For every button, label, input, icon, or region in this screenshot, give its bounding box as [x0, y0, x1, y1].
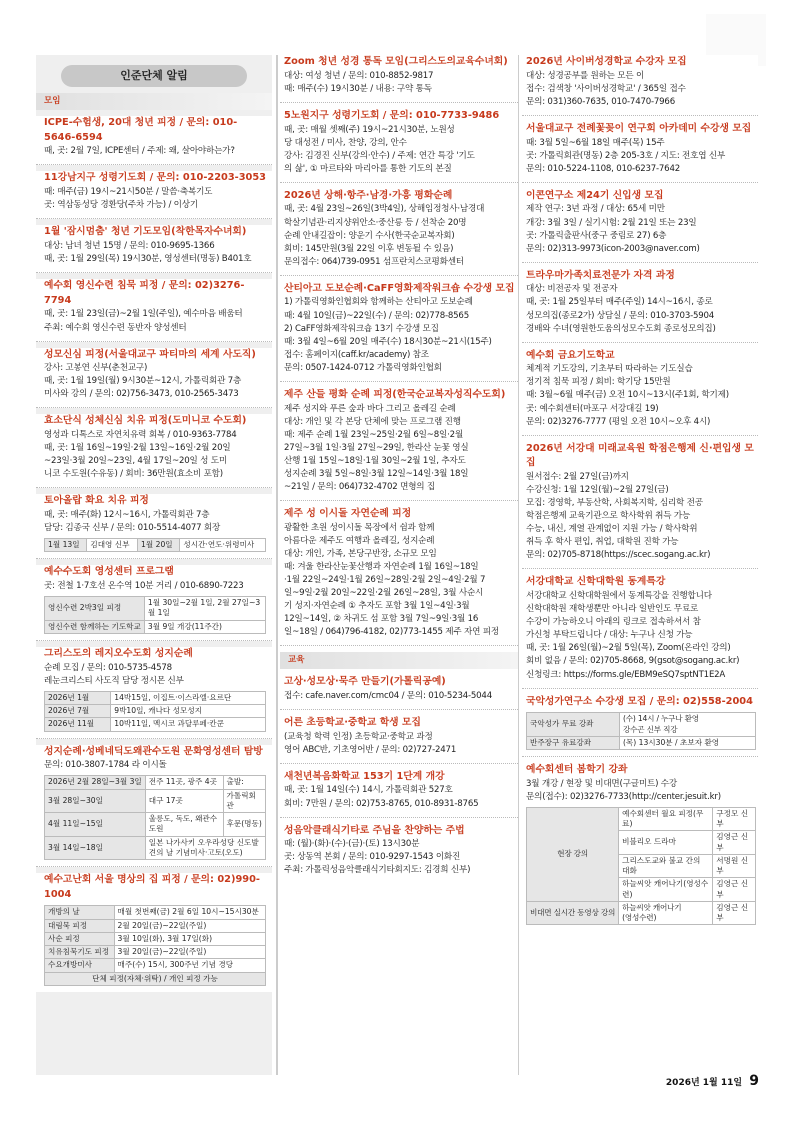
notice-body: 때, 곳: 4월 23일~26일(3박4일), 상해임정청사·남경대 학살기념관·리지샹위안소·중산릉 등 / 선착순 20명 순례 안내길잡이: 양운기 수사(한국순교복자회) 회비: 145만원(3월 22일 이후 변동될 수 있음) 문의접수: 064)739-0951 섬프란치스코평화센터 — [284, 204, 485, 267]
notice-item — [280, 189, 518, 276]
table-cell: 김영근 신부 — [713, 831, 756, 855]
table-cell: 대림묵 피정 — [45, 919, 115, 932]
table-cell: 1월 30일~2월 1일, 2월 27일~3월 1일 — [144, 597, 265, 621]
table-cell: 전주 11곳, 광주 4곳 — [145, 776, 223, 789]
table-cell: 매주(수) 15시, 300주년 기념 경당 — [114, 959, 265, 972]
notice-body: 제작 연구: 3년 과정 / 대상: 65세 미만 개강: 3월 3일 / 실기시험: 2월 21일 또는 23일 곳: 가톨릭출판사(중구 중림로 27) 6층 문의: 02)313-9973(icon-2003@naver.com) — [526, 204, 700, 254]
notice-item — [522, 349, 758, 436]
table-cell: 비대면 실시간 동영상 강의 — [527, 901, 619, 925]
table-cell: 매월 첫번째(금) 2월 6일 10시~15시30분 — [114, 906, 265, 919]
notice-body: 때, 곳: 매주(화) 12시~16시, 가톨릭회관 7층 담당: 김종국 신부 / 문의: 010-5514-4077 회장 — [44, 510, 221, 534]
table-cell: 3월 28일~30일 — [45, 789, 146, 813]
table-cell: 성시간·연도·위령미사 — [180, 539, 266, 552]
notice-body: 때, 곳: 2월 7일, ICPE센터 / 주제: 왜, 살아야하는가? — [44, 146, 235, 157]
schedule-table — [526, 807, 756, 926]
notice-item — [36, 647, 272, 739]
notice-title: 예수수도회 영성센터 프로그램 — [44, 566, 174, 578]
notice-item — [280, 675, 518, 710]
schedule-table — [44, 596, 266, 634]
table-cell: 반주장구 유료강좌 — [527, 736, 620, 749]
table-cell: 3월 14일~18일 — [45, 836, 146, 860]
notice-item — [36, 116, 272, 165]
notice-title: 성모신심 피정(서울대교구 파티마의 세계 사도직) — [44, 348, 256, 360]
issue-date: 2026년 1월 11일 — [665, 1078, 743, 1088]
notice-item — [36, 171, 272, 219]
schedule-table — [526, 712, 756, 750]
table-cell: 수요개방미사 — [45, 959, 115, 972]
notice-body: 1) 가톨릭영화인협회와 함께하는 산티아고 도보순례 때: 4월 10일(금)~22일(수) / 문의: 02)778-8565 2) CaFF영화제작워크숍 13기 수강생 모집 때: 3월 4일~6월 20일 매주(수) 18시30분~21시(15주) 접수: 홈페이지(caff.kr/academy) 참조 문의: 0507-1424-0712 가톨릭영화인협회 — [284, 297, 492, 373]
page-number: 9 — [749, 1073, 759, 1089]
table-cell: (수) 14시 / 누구나 환영 강수곤 신부 직강 — [619, 713, 755, 737]
page-footer — [666, 1073, 759, 1089]
table-cell: 예수회센터 월요 피정(무료) — [619, 807, 713, 831]
table-cell: 9박10일, 캐나다 성모성지 — [111, 705, 266, 718]
notice-title: 2026년 서강대 미래교육원 학점은행제 신·편입생 모집 — [526, 442, 754, 469]
notice-item — [522, 189, 758, 263]
table-cell: 국악성가 무료 강좌 — [527, 713, 620, 737]
notice-title: 새천년복음화학교 153기 1단계 개강 — [284, 770, 445, 782]
table-cell: 3월 20일(금)~22일(주일) — [114, 946, 265, 959]
notice-body: 서강대학교 신학대학원에서 동계특강을 진행합니다 신학대학원 재학생뿐만 아니라 일반인도 무료로 수강이 가능하오니 아래의 링크로 접속하셔서 참 가신청 부탁드립니다 / 대상: 누구나 신청 가능 때, 곳: 1월 26일(월)~2월 5일(목), Zoom(온라인 강의) 회비 없음 / 문의: 02)705-8668, 9(gsot@sogang.ac.kr) 신청링크: https://forms.gle/EBM9eSQ7sptNT1E2A — [526, 591, 740, 680]
schedule-table — [44, 905, 266, 986]
table-cell: 비블리오 드라마 — [619, 831, 713, 855]
notice-body: 제주 성지와 푸른 숲과 바다 그리고 올레길 순례 대상: 개인 및 각 본당 단체에 맞는 프로그램 진행 때: 제주 순례 1월 23일~25일·2월 6일~8일·2월 27일~3월 1일·3월 27일~29일, 한라산 눈꽃 영실 산행 1월 15일~18일·1월 30일~2월 1일, 추자도 성지순례 3월 5일~8일·3월 12일~14일·3월 18일 ~21일 / 문의: 064)732-4702 면형의 집 — [284, 403, 469, 492]
notice-body: 순례 모집 / 문의: 010-5735-4578 레눈크리스티 사도직 담당 정시몬 신부 — [44, 662, 184, 686]
page-title: 인준단체 알림 — [61, 65, 247, 87]
table-cell: 서명원 신부 — [713, 854, 756, 878]
notice-item — [522, 442, 758, 570]
column-2 — [280, 55, 518, 889]
notice-title: 1월 '잠시멈춤' 청년 기도모임(착한목자수녀회) — [44, 226, 247, 238]
schedule-table — [44, 691, 266, 732]
table-cell: 하늘씨앗 캐어나기(영성수련) — [619, 878, 713, 902]
notice-item — [36, 414, 272, 488]
notice-title: 산티아고 도보순례·CaFF영화제작워크숍 수강생 모집 — [284, 282, 515, 294]
notice-item — [36, 279, 272, 342]
notice-title: Zoom 청년 성경 통독 모임(그리스도의교육수녀회) — [284, 56, 508, 67]
notice-item — [36, 565, 272, 641]
notice-title: ICPE-수험생, 20대 청년 피정 / 문의: 010-5646-6594 — [44, 117, 238, 143]
table-cell: 2026년 7월 — [45, 705, 111, 718]
notice-title: 토아올랍 화요 치유 피정 — [44, 495, 149, 507]
notice-item — [36, 873, 272, 992]
notice-item — [280, 388, 518, 501]
notice-item — [522, 575, 758, 688]
table-cell: 울릉도, 독도, 왜관수도원 — [145, 813, 223, 837]
notice-body: 3월 개강 / 현장 및 비대면(구글미트) 수강 문의(접수): 02)3276-7733(http://center.jesuit.kr) — [526, 778, 721, 802]
notice-title: 고상·성모상·묵주 만들기(가톨릭공예) — [284, 676, 446, 688]
notice-item — [280, 507, 518, 646]
section-tag-moim: 모임 — [36, 93, 272, 110]
notice-body: 대상: 비전공자 및 전공자 때, 곳: 1월 25일부터 매주(주일) 14시~16시, 종로 성모의집(종로2가) 상담실 / 문의: 010-3703-5904 경배와 수녀(영원한도움의성모수도회 종로성모의집) — [526, 284, 716, 334]
notice-body: 원서접수: 2월 27일(금)까지 수강신청: 1월 12일(월)~2월 27일(금) 모집: 경영학, 부동산학, 사회복지학, 심리학 전공 학점은행제 교육기관으로 학사학위 취득 가능 수능, 내신, 계열 관계없이 지원 가능 / 학사학위 취득 후 학사 편입, 취업, 대학원 진학 가능 문의: 02)705-8718(https://scec.sogang.ac.kr) — [526, 472, 711, 561]
table-cell: 영신수련 함께하는 기도학교 — [45, 620, 145, 633]
col-divider-2 — [518, 55, 519, 1075]
table-cell: 하늘씨앗 캐어나기 (영성수련) — [619, 901, 713, 925]
notice-item — [522, 122, 758, 183]
table-cell: 2월 20일(금)~22일(주일) — [114, 919, 265, 932]
notice-body: 접수: cafe.naver.com/cmc04 / 문의: 010-5234-5044 — [284, 690, 492, 701]
table-cell: 후문(명동) — [223, 813, 265, 837]
table-cell: 일본 나가사키 오우라성당 신도발견의 날 기념미사·고토(오도) — [145, 836, 265, 860]
notice-item — [36, 225, 272, 273]
notice-item — [280, 109, 518, 183]
column-1 — [36, 55, 272, 998]
notice-body: 문의: 010-3807-1784 라 이시돌 — [44, 760, 167, 771]
notice-body: 곳: 전철 1·7호선 온수역 10분 거리 / 010-6890-7223 — [44, 581, 244, 592]
table-cell: 김영근 신부 — [713, 878, 756, 902]
notice-title: 예수회 금요기도학교 — [526, 349, 615, 361]
table-cell: (목) 13시30분 / 초보자 환영 — [619, 736, 755, 749]
notice-title: 서울대교구 전례꽃꽂이 연구회 아카데미 수강생 모집 — [526, 122, 752, 134]
notice-item — [36, 745, 272, 868]
notice-title: 11강남지구 성령기도회 / 문의: 010-2203-3053 — [44, 172, 266, 184]
notice-body: 대상: 여성 청년 / 문의: 010-8852-9817 때: 매주(수) 19시30분 / 내용: 구약 통독 — [284, 70, 434, 94]
table-cell: 현장 강의 — [527, 807, 619, 901]
notice-item — [522, 695, 758, 757]
notice-title: 효소단식 성체신심 치유 피정(도미니코 수도회) — [44, 415, 247, 427]
notice-item — [280, 770, 518, 818]
notice-title: 성지순례·성베네딕도왜관수도원 문화영성센터 탐방 — [44, 745, 263, 757]
table-cell: 1월 20일 — [138, 539, 180, 552]
notice-body: 대상: 남녀 청년 15명 / 문의: 010-9695-1366 때, 곳: 1월 29일(목) 19시30분, 영성센터(명동) B401호 — [44, 240, 252, 264]
notice-title: 2026년 사이버성경학교 수강자 모집 — [526, 56, 687, 67]
notice-title: 그리스도의 레지오수도회 성지순례 — [44, 647, 193, 659]
section-tag-edu: 교육 — [280, 652, 518, 669]
notice-item — [522, 763, 758, 931]
schedule-table — [44, 538, 266, 552]
table-cell: 2026년 1월 — [45, 691, 111, 704]
notice-title: 트라우마가족치료전문가 자격 과정 — [526, 269, 675, 281]
notice-body: (교육청 학력 인정) 초등학교·중학교 과정 영어 ABC반, 기초영어반 / 문의: 02)727-2471 — [284, 731, 457, 755]
table-cell: 3월 10일(화), 3월 17일(화) — [114, 932, 265, 945]
table-cell: 4월 11일~15일 — [45, 813, 146, 837]
col-divider-1 — [276, 55, 278, 1075]
notice-title: 국악성가연구소 수강생 모집 / 문의: 02)558-2004 — [526, 695, 753, 707]
notice-item — [280, 282, 518, 382]
notice-body: 영성과 디톡스로 자연치유력 회복 / 010-9363-7784 때, 곳: 1월 16일~19일·2월 13일~16일·2월 20일 ~23일·3월 20일~23일, 4월 17일~20일 성 도미 니코 수도원(수유동) / 회비: 36만원(효소비 포함) — [44, 430, 237, 480]
table-cell: 사순 피정 — [45, 932, 115, 945]
notice-title: 5노원지구 성령기도회 / 문의: 010-7733-9486 — [284, 109, 500, 121]
table-cell: 구정모 신부 — [713, 807, 756, 831]
notice-item — [36, 348, 272, 409]
table-cell: 영신수련 2박3일 피정 — [45, 597, 145, 621]
notice-body: 때: 3월 5일~6월 18일 매주(목) 15주 곳: 가톨릭회관(명동) 2층 205-3호 / 지도: 전호엽 신부 문의: 010-5224-1108, 010-6237-7642 — [526, 137, 726, 174]
notice-body: 대상: 성경공부를 원하는 모든 이 접수: 검색창 '사이버성경학교' / 365일 접수 문의: 031)360-7635, 010-7470-7966 — [526, 70, 686, 107]
table-cell: 치유침묵기도 피정 — [45, 946, 115, 959]
table-cell: 2026년 11월 — [45, 718, 111, 731]
table-cell: 그리스도교와 불교 간의 대화 — [619, 854, 713, 878]
notice-body: 때: 매주(금) 19시~21시50분 / 말씀·축복기도 곳: 역삼동성당 경환당(주차 가능) / 이상기 — [44, 187, 213, 211]
notice-title: 어른 초등학교·중학교 학생 모집 — [284, 716, 421, 728]
notice-item — [36, 494, 272, 559]
notice-title: 성음악클래식기타로 주님을 찬양하는 주법 — [284, 824, 465, 836]
notice-body: 때: (월)·(화)·(수)·(금)·(토) 13시30분 곳: 상동역 본회 / 문의: 010-9297-1543 이화진 주최: 가톨릭성음악클래식기타회지도: 김경희 신부) — [284, 839, 471, 876]
table-cell: 3월 9일 개강(11주간) — [144, 620, 265, 633]
table-cell: 가톨릭회관 — [223, 789, 265, 813]
notice-title: 제주 산들 평화 순례 피정(한국순교복자성직수도회) — [284, 388, 506, 400]
notice-body: 때, 곳: 1월 14일(수) 14시, 가톨릭회관 527호 회비: 7만원 / 문의: 02)753-8765, 010-8931-8765 — [284, 785, 479, 809]
table-cell: 1월 13일 — [45, 539, 87, 552]
notice-title: 예수고난회 서울 명상의 집 피정 / 문의: 02)990-1004 — [44, 874, 260, 900]
table-cell: 개방의 날 — [45, 906, 115, 919]
notice-body: 체계적 기도강의, 기초부터 따라하는 기도실습 정기적 침묵 피정 / 회비: 학기당 15만원 때: 3월~6월 매주(금) 오전 10시~13시(주1회, 학기제) 곳: 예수회센터(마포구 서강대길 19) 문의: 02)3276-7777 (평일 오전 10시~오후 4시) — [526, 364, 729, 427]
notice-item — [280, 55, 518, 103]
notice-item — [280, 716, 518, 764]
notice-item — [522, 269, 758, 343]
notice-title: 제주 성 이시돌 자연순례 피정 — [284, 507, 412, 519]
notice-title: 예수회 영신수련 침묵 피정 / 문의: 02)3276-7794 — [44, 280, 245, 306]
table-cell: 2026년 2월 28일~3월 3일 — [45, 776, 146, 789]
notice-item — [280, 824, 518, 884]
notice-body: 때, 곳: 매월 셋째(주) 19시~21시30분, 노원성 당 대성전 / 미사, 찬양, 강의, 안수 강사: 김경진 신부(강의·안수) / 주제: 연간 특강 '기도 의 삶', ① 마르타와 마리아를 통한 기도의 본질 — [284, 124, 475, 174]
table-cell: 김대영 신부 — [87, 539, 138, 552]
notice-title: 서강대학교 신학대학원 동계특강 — [526, 576, 666, 588]
table-cell: 단체 피정(자체·위탁) / 개인 피정 가능 — [45, 972, 266, 985]
table-cell: 김영근 신부 — [713, 901, 756, 925]
table-cell: 대구 17곳 — [145, 789, 223, 813]
notice-title: 예수회센터 봄학기 강좌 — [526, 764, 628, 775]
notice-title: 2026년 상해·항주·남경·가흥 평화순례 — [284, 189, 453, 201]
notice-body: 때, 곳: 1월 23일(금)~2월 1일(주일), 예수마음 배움터 주최: 예수회 영신수련 동반자 양성센터 — [44, 309, 243, 333]
notice-item — [522, 55, 758, 116]
notice-body: 광활한 초원 성이시돌 목장에서 쉼과 함께 아름다운 제주도 여행과 올레길, 성지순례 대상: 개인, 가족, 본당구반장, 소규모 모임 때: 겨울 한라산눈꽃산행과 자연순례 1월 16일~18일 ·1월 22일~24일·1월 26일~28일·2월 2일~4일·2월 7 일~9일·2월 20일~22일·2월 26일~28일, 3월 사순시 기 성지·자연순례 ① 추자도 포함 3월 1일~4일·3월 12일~14일, ② 차귀도 섬 포함 3월 7일~9일·3월 16 일~18일 / 064)796-4182, 02)773-1455 제주 자연 피정 — [284, 522, 499, 638]
column-3 — [522, 55, 758, 937]
table-cell: 출발: — [223, 776, 265, 789]
table-cell: 14박15일, 이집트·이스라엘·요르단 — [111, 691, 266, 704]
notice-title: 이콘연구소 제24기 신입생 모집 — [526, 189, 664, 201]
schedule-table — [44, 775, 266, 860]
notice-body: 강사: 고봉연 신부(춘천교구) 때, 곳: 1월 19일(월) 9시30분~12시, 가톨릭회관 7층 미사와 강의 / 문의: 02)756-3473, 010-2565-3473 — [44, 363, 242, 400]
table-cell: 10박11일, 멕시코 과달루페·칸쿤 — [111, 718, 266, 731]
